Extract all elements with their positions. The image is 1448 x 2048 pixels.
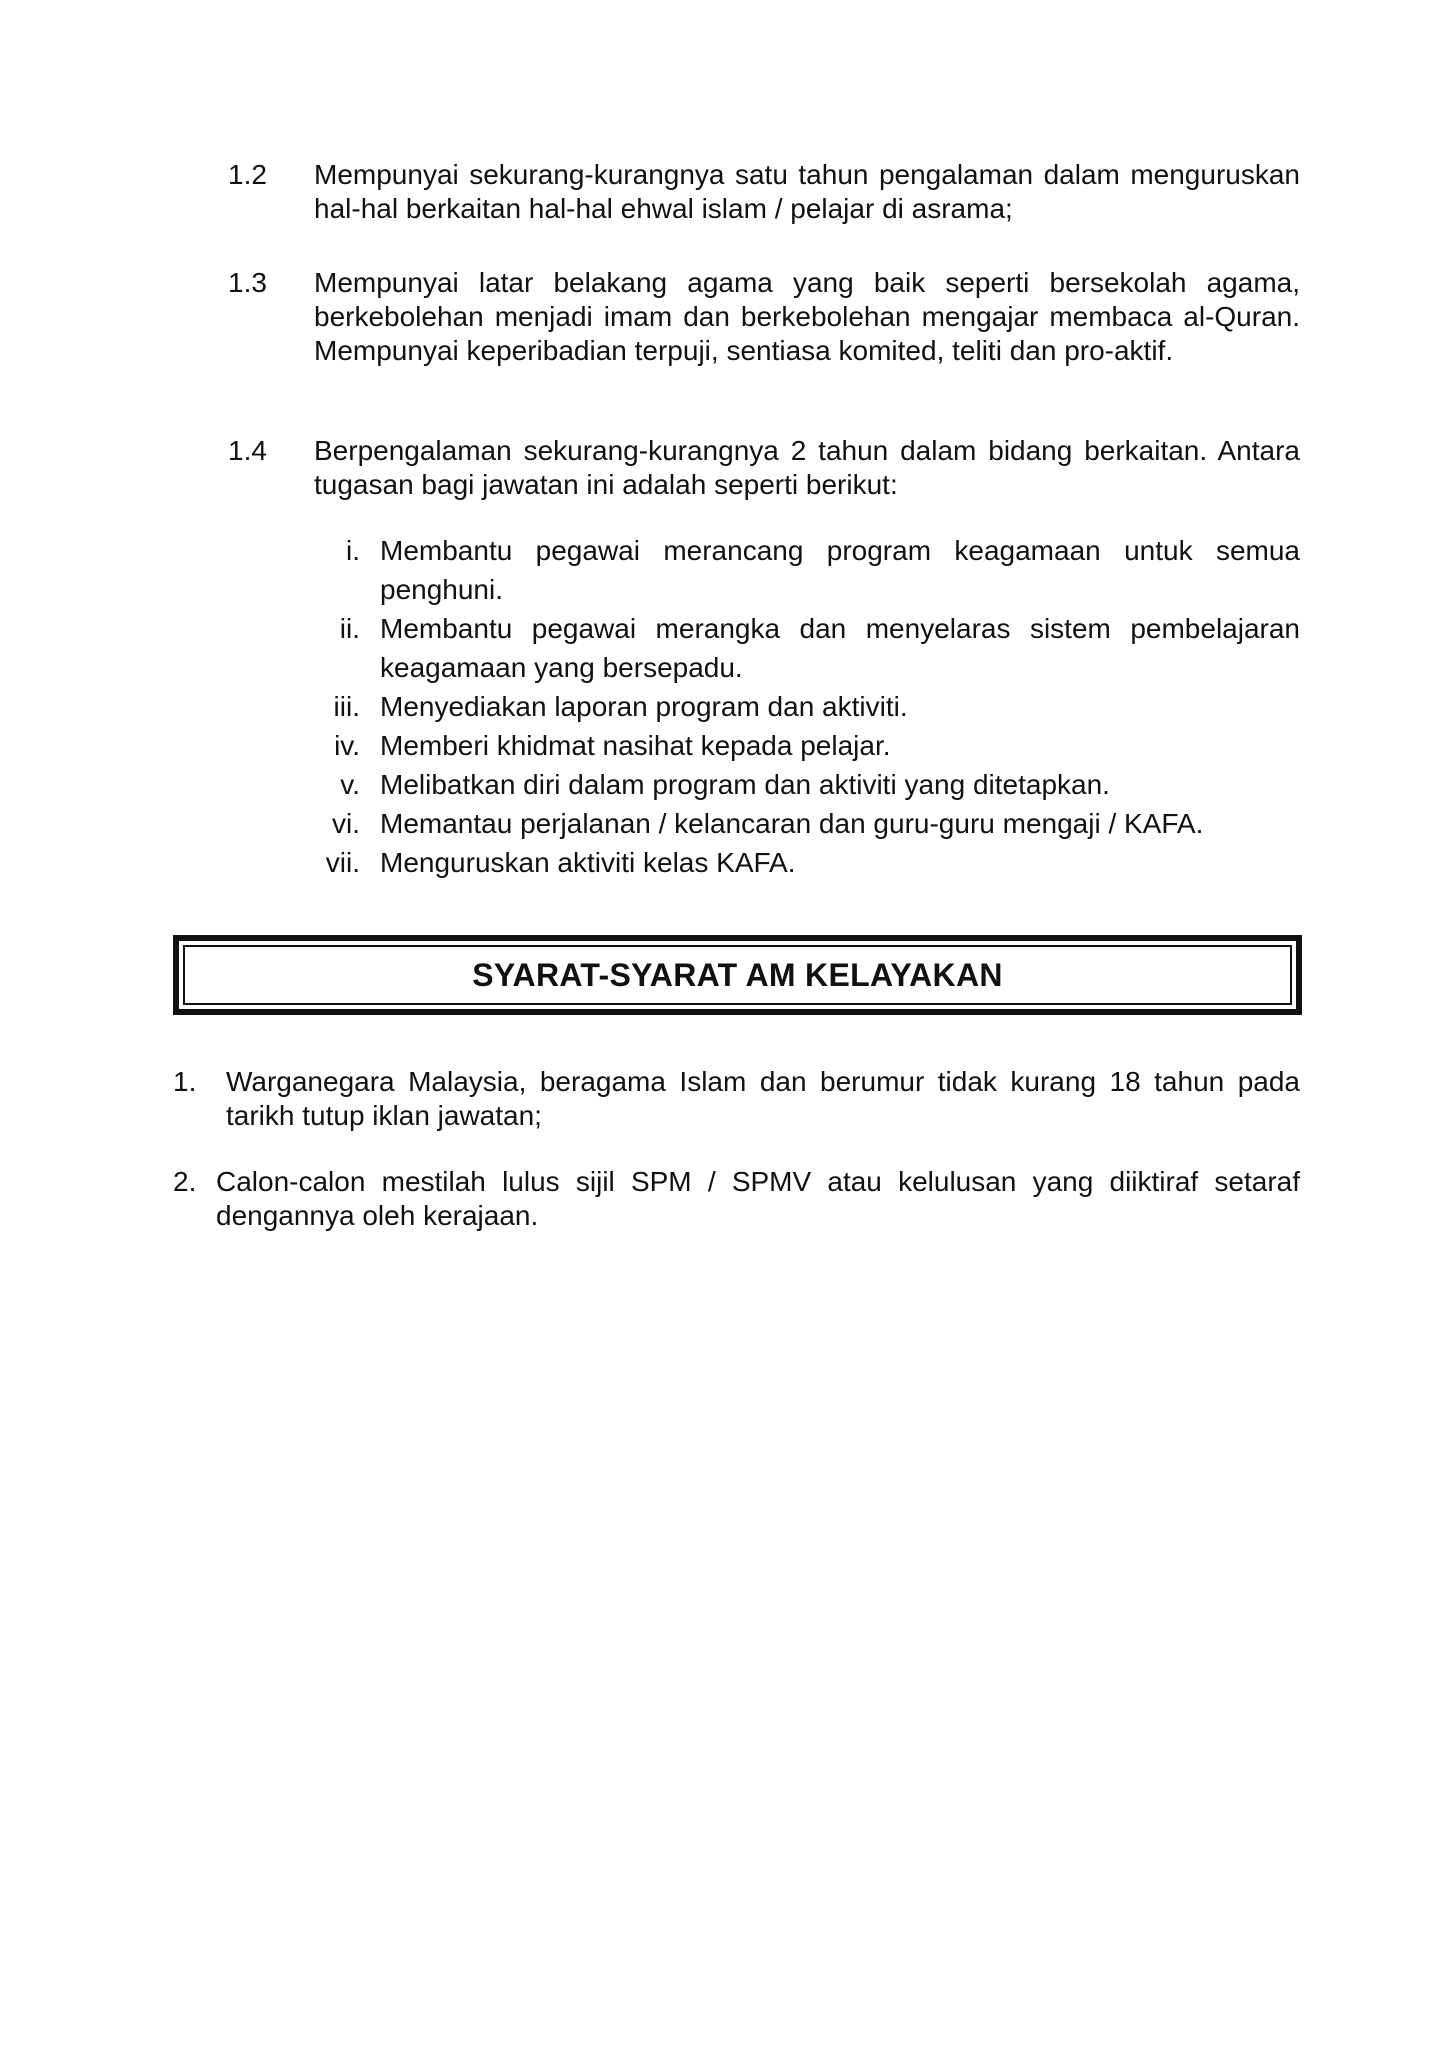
general-text: Calon-calon mestilah lulus sijil SPM / SPMV atau kelulusan yang diiktiraf setaraf dengannya oleh kerajaan. xyxy=(216,1166,1300,1231)
duty-text: Memberi khidmat nasihat kepada pelajar. xyxy=(380,730,891,761)
duty-item xyxy=(300,843,1300,882)
item-number: 1.3 xyxy=(228,267,267,298)
item-text: Mempunyai latar belakang agama yang baik seperti bersekolah agama, berkebolehan menjadi imam dan berkebolehan mengajar membaca al-Quran. Mempunyai keperibadian terpuji, sentiasa komited, teliti dan pro-aktif. xyxy=(314,267,1300,366)
item-number: 1.4 xyxy=(228,435,267,466)
duty-number: v. xyxy=(340,769,360,800)
item-text: Mempunyai sekurang-kurangnya satu tahun pengalaman dalam menguruskan hal-hal berkaitan hal-hal ehwal islam / pelajar di asrama; xyxy=(314,159,1300,224)
item-number: 1.2 xyxy=(228,159,267,190)
duty-number: vii. xyxy=(325,847,360,878)
duty-text: Memantau perjalanan / kelancaran dan guru-guru mengaji / KAFA. xyxy=(380,808,1204,839)
duty-text: Menyediakan laporan program dan aktiviti. xyxy=(380,691,908,722)
duty-item xyxy=(300,765,1300,804)
general-requirement-2 xyxy=(173,1165,1300,1233)
duty-number: iv. xyxy=(334,730,360,761)
duty-text: Menguruskan aktiviti kelas KAFA. xyxy=(380,847,796,878)
section-heading-box xyxy=(173,935,1302,1015)
duty-number: i. xyxy=(346,535,360,566)
section-heading: SYARAT-SYARAT AM KELAYAKAN xyxy=(183,945,1292,1005)
duty-number: vi. xyxy=(332,808,360,839)
duty-item xyxy=(300,687,1300,726)
duty-item xyxy=(300,804,1300,843)
duty-item xyxy=(300,609,1300,687)
duty-text: Melibatkan diri dalam program dan aktiviti yang ditetapkan. xyxy=(380,769,1110,800)
duty-text: Membantu pegawai merangka dan menyelaras sistem pembelajaran keagamaan yang bersepadu. xyxy=(380,613,1300,683)
general-number: 1. xyxy=(173,1066,197,1097)
duties-list xyxy=(300,531,1300,882)
general-text: Warganegara Malaysia, beragama Islam dan berumur tidak kurang 18 tahun pada tarikh tutup iklan jawatan; xyxy=(226,1066,1300,1131)
requirement-item-1-2 xyxy=(228,158,1300,226)
duty-text: Membantu pegawai merancang program keagamaan untuk semua penghuni. xyxy=(380,535,1300,605)
requirement-item-1-4 xyxy=(228,434,1300,502)
duty-number: iii. xyxy=(333,691,360,722)
duty-number: ii. xyxy=(339,613,360,644)
duty-item xyxy=(300,531,1300,609)
requirement-item-1-3 xyxy=(228,266,1300,368)
general-requirement-1 xyxy=(173,1065,1300,1133)
duty-item xyxy=(300,726,1300,765)
general-number: 2. xyxy=(173,1166,197,1197)
item-text: Berpengalaman sekurang-kurangnya 2 tahun dalam bidang berkaitan. Antara tugasan bagi jawatan ini adalah seperti berikut: xyxy=(314,435,1300,500)
